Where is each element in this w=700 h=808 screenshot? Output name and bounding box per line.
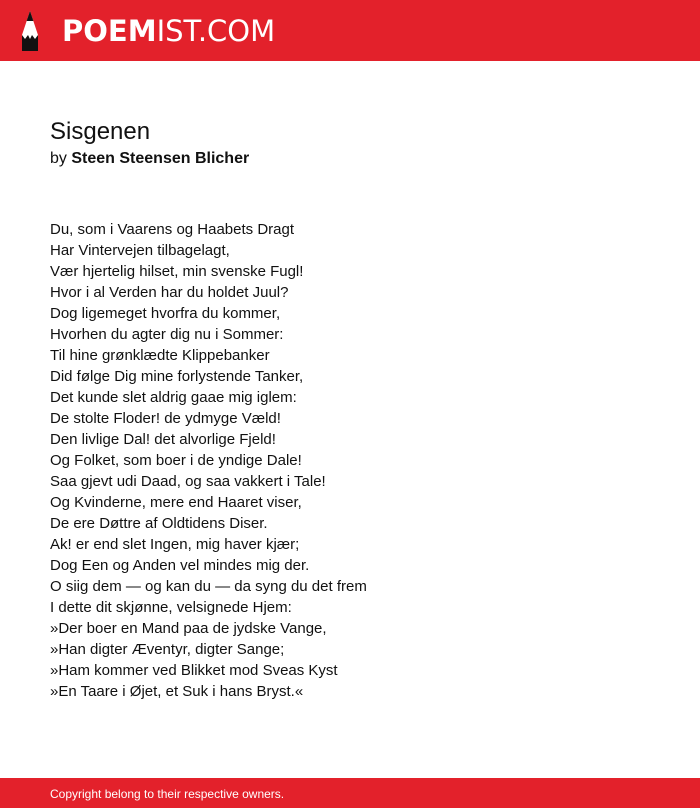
poem-line: O siig dem — og kan du — da syng du det frem <box>50 578 367 595</box>
site-logo[interactable] <box>18 9 275 53</box>
poem-line: Til hine grønklædte Klippebanker <box>50 347 270 364</box>
poem-body <box>50 219 650 702</box>
poem-author: Steen Steensen Blicher <box>71 150 250 167</box>
poem-line: Hvorhen du agter dig nu i Sommer: <box>50 326 284 343</box>
poem-line: De stolte Floder! de ydmyge Væld! <box>50 410 281 427</box>
poem-byline <box>50 149 650 169</box>
logo-text-bold: POEM <box>62 13 157 48</box>
poem-line: Og Folket, som boer i de yndige Dale! <box>50 452 302 469</box>
poem-line: Did følge Dig mine forlystende Tanker, <box>50 368 304 385</box>
copyright-text: Copyright belong to their respective owners. <box>50 787 285 801</box>
poem-line: I dette dit skjønne, velsignede Hjem: <box>50 599 292 616</box>
poem-line: Har Vintervejen tilbagelagt, <box>50 242 230 259</box>
site-logo-text <box>62 13 276 48</box>
poem-title: Sisgenen <box>50 118 151 145</box>
poem-line: De ere Døttre af Oldtidens Diser. <box>50 515 268 532</box>
poem-line: Vær hjertelig hilset, min svenske Fugl! <box>50 263 304 280</box>
byline-by-label: by <box>50 150 67 167</box>
pencil-tip-icon <box>18 10 42 52</box>
logo-text-light: IST.COM <box>156 13 276 48</box>
poem-line: »Der boer en Mand paa de jydske Vange, <box>50 620 327 637</box>
poem-line: Hvor i al Verden har du holdet Juul? <box>50 284 289 301</box>
poem-line: »Han digter Æventyr, digter Sange; <box>50 641 285 658</box>
site-header <box>0 0 700 61</box>
poem-line: Dog ligemeget hvorfra du kommer, <box>50 305 281 322</box>
poem-line: Saa gjevt udi Daad, og saa vakkert i Tale! <box>50 473 326 490</box>
poem-line: Den livlige Dal! det alvorlige Fjeld! <box>50 431 276 448</box>
poem-line: »Ham kommer ved Blikket mod Sveas Kyst <box>50 662 338 679</box>
poem-line: Og Kvinderne, mere end Haaret viser, <box>50 494 302 511</box>
poem-line: Det kunde slet aldrig gaae mig iglem: <box>50 389 297 406</box>
site-footer <box>0 778 700 808</box>
poem-line: Du, som i Vaarens og Haabets Dragt <box>50 221 295 238</box>
poem-line: »En Taare i Øjet, et Suk i hans Bryst.« <box>50 683 304 700</box>
poem-content <box>50 117 650 702</box>
poem-line: Ak! er end slet Ingen, mig haver kjær; <box>50 536 300 553</box>
poem-line: Dog Een og Anden vel mindes mig der. <box>50 557 310 574</box>
